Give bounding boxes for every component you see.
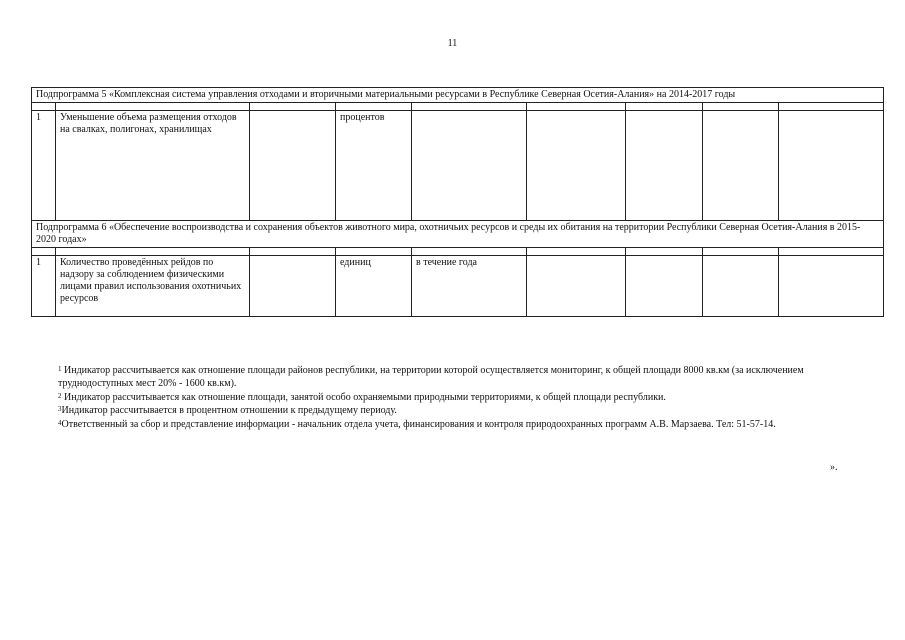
table-row: [32, 256, 884, 317]
empty-cell: [626, 256, 703, 317]
footnote-mark: 1: [58, 365, 62, 373]
footnote-text: Индикатор рассчитывается в процентном отношении к предыдущему периоду.: [61, 405, 397, 417]
empty-cell: [626, 111, 703, 221]
empty-cell: [779, 256, 884, 317]
subprogram-6-header-row: [32, 221, 884, 248]
indicator-name: Уменьшение объема размещения отходов на свалках, полигонах, хранилищах: [56, 111, 250, 221]
footnote-text: Индикатор рассчитывается как отношение площади, занятой особо охраняемыми природными территориями, к общей площади республики.: [61, 391, 666, 403]
closing-quote: ».: [830, 462, 838, 473]
subprogram-5-header-row: [32, 88, 884, 103]
subprogram-6-title: Подпрограмма 6 «Обеспечение воспроизводства и сохранения объектов животного мира, охотничьих ресурсов и среды их обитания на территории Республики Северная Осетия-Алания в 2015-2020 годах»: [32, 221, 884, 248]
empty-cell: [703, 111, 779, 221]
empty-cell: [703, 256, 779, 317]
page-number: 11: [447, 38, 458, 49]
spacer-row: [32, 103, 884, 111]
period-cell: [412, 111, 527, 221]
empty-cell: [527, 256, 626, 317]
unit-cell: процентов: [336, 111, 412, 221]
empty-cell: [250, 111, 336, 221]
footnote: [58, 418, 858, 431]
unit-cell: единиц: [336, 256, 412, 317]
empty-cell: [527, 111, 626, 221]
table-row: [32, 111, 884, 221]
footnote: [58, 364, 858, 391]
row-number: 1: [32, 256, 56, 317]
indicators-table: [31, 87, 884, 317]
empty-cell: [250, 256, 336, 317]
indicator-name: Количество проведённых рейдов по надзору за соблюдением физическими лицами правил использования охотничьих ресурсов: [56, 256, 250, 317]
footnotes: [58, 364, 858, 431]
footnote: [58, 391, 858, 404]
spacer-row: [32, 248, 884, 256]
footnote-text: Индикатор рассчитывается как отношение площади районов республики, на территории которой осуществляется мониторинг, к общей площади 8000 кв.км (за исключением труднодоступных мест 20% - 1600 кв.км).: [58, 365, 804, 390]
period-cell: в течение года: [412, 256, 527, 317]
footnote-mark: 2: [58, 391, 62, 400]
footnote: [58, 404, 858, 417]
footnote-text: Ответственный за сбор и представление информации - начальник отдела учета, финансирования и контроля природоохранных программ А.В. Марзаева. Тел: 51-57-14.: [61, 418, 776, 430]
footnote-mark: 4: [58, 418, 62, 427]
subprogram-5-title: Подпрограмма 5 «Комплексная система управления отходами и вторичными материальными ресурсами в Республике Северная Осетия-Алания» на 2014-2017 годы: [32, 88, 884, 103]
footnote-mark: 3: [58, 405, 62, 414]
row-number: 1: [32, 111, 56, 221]
empty-cell: [779, 111, 884, 221]
